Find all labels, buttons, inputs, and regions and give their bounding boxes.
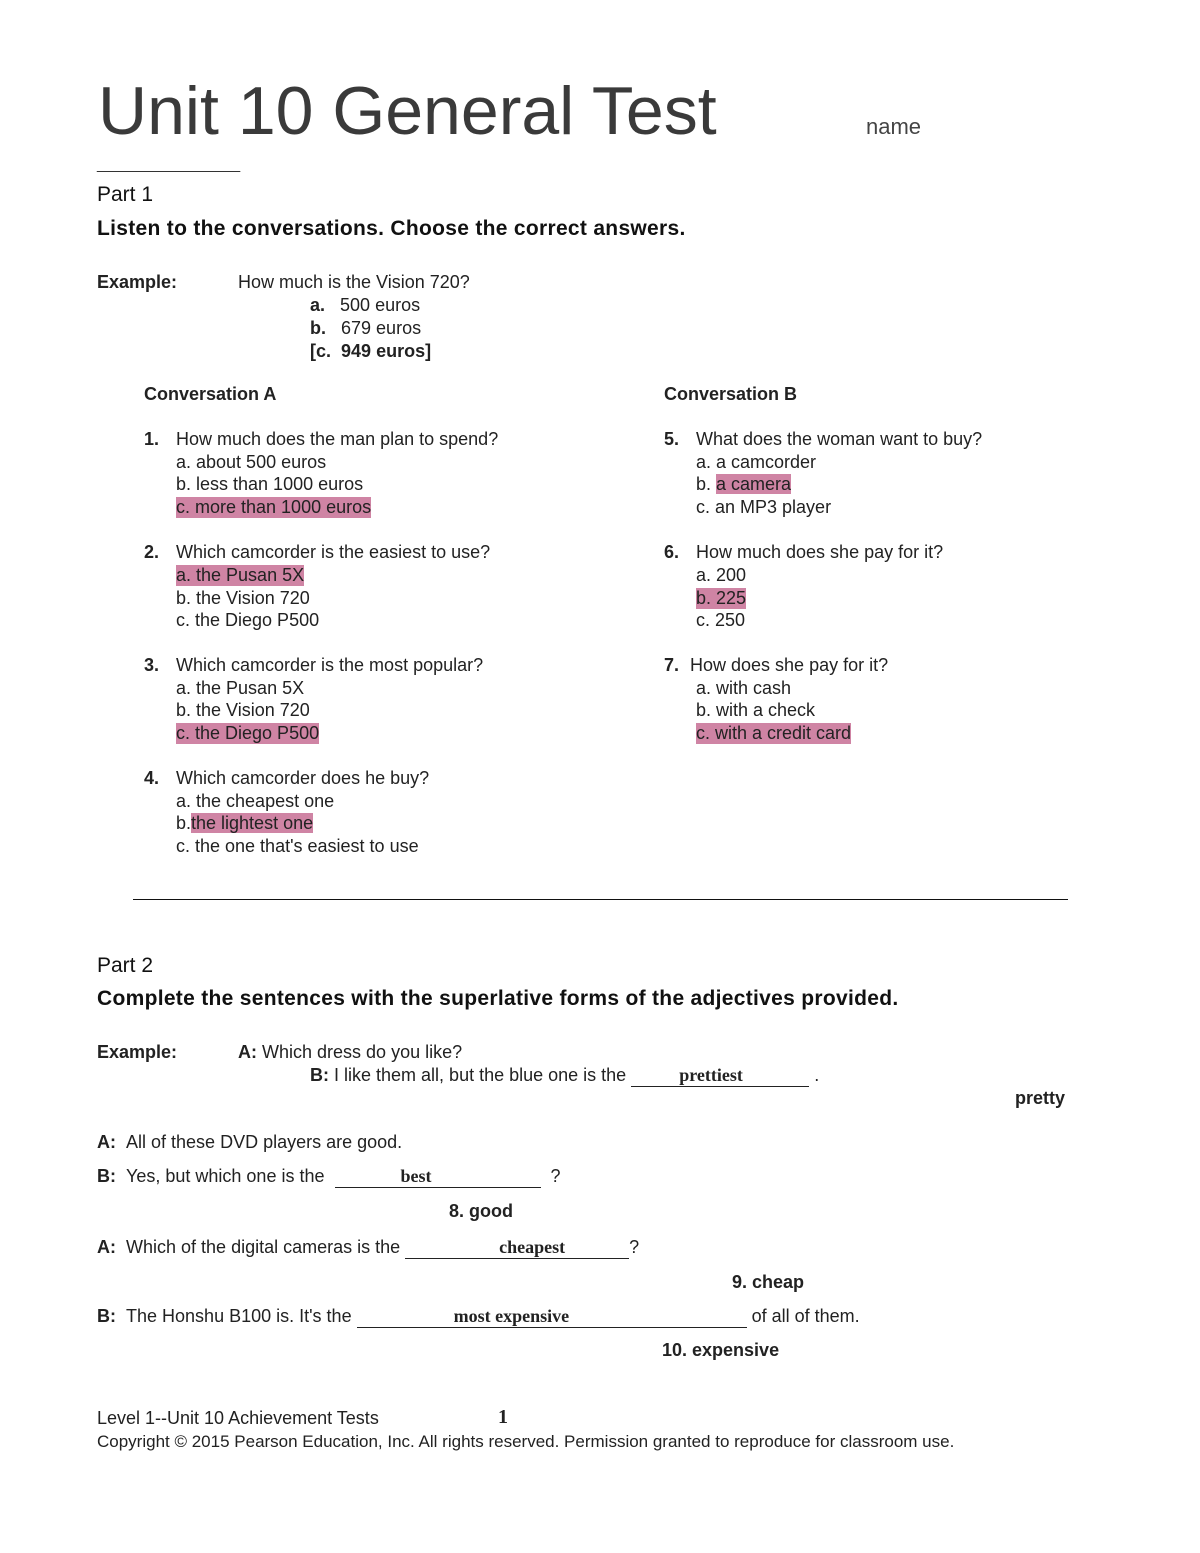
option: a. the Pusan 5X <box>176 678 305 698</box>
option: a. a camcorder <box>696 452 817 472</box>
part1-example-question: How much is the Vision 720? <box>238 272 470 292</box>
part1-example-label: Example: <box>97 272 178 292</box>
option: b. the Vision 720 <box>176 700 310 720</box>
option: b. a camera <box>696 474 792 494</box>
footer-level: Level 1--Unit 10 Achievement Tests <box>97 1408 379 1428</box>
part2-heading: Part 2 <box>97 954 154 977</box>
answer-text: best <box>400 1166 432 1186</box>
part2-example-label: Example: <box>97 1042 178 1062</box>
option: c. 250 <box>696 610 746 630</box>
highlighted-answer: the lightest one <box>191 813 314 833</box>
option: c. the one that's easiest to use <box>176 836 419 856</box>
conversation-a-heading: Conversation A <box>144 384 277 404</box>
section-divider <box>133 899 1068 900</box>
part1-heading: Part 1 <box>97 183 154 206</box>
name-label: name <box>866 114 922 139</box>
conversation-b-heading: Conversation B <box>664 384 798 404</box>
part1-instruction: Listen to the conversations. Choose the correct answers. <box>97 217 686 240</box>
highlighted-answer: b. 225 <box>696 588 747 608</box>
page-title: Unit 10 General Test <box>98 73 717 149</box>
question-text: Which camcorder is the easiest to use? <box>176 542 491 562</box>
example-option-b: b. 679 euros <box>310 318 422 338</box>
highlighted-answer: a camera <box>716 474 792 494</box>
question-number: 2. <box>144 542 160 562</box>
question-text: Which camcorder is the most popular? <box>176 655 484 675</box>
option: c. the Diego P500 <box>176 610 320 630</box>
example-option-a: a. 500 euros <box>310 295 421 315</box>
highlighted-answer: c. more than 1000 euros <box>176 497 372 517</box>
question-number: 3. <box>144 655 160 675</box>
option: b. with a check <box>696 700 816 720</box>
answer-text: most expensive <box>453 1306 570 1326</box>
part2-example-a: A: Which dress do you like? <box>238 1042 463 1062</box>
highlighted-answer: c. with a credit card <box>696 723 852 743</box>
highlighted-answer: c. the Diego P500 <box>176 723 320 743</box>
question-text: What does the woman want to buy? <box>696 429 983 449</box>
option: a. with cash <box>696 678 792 698</box>
question-text: Which camcorder does he buy? <box>176 768 430 788</box>
option: b.the lightest one <box>176 813 314 833</box>
option: c. an MP3 player <box>696 497 832 517</box>
adjective-cue: pretty <box>1015 1088 1066 1108</box>
dialogue-line: A: All of these DVD players are good. <box>97 1132 403 1152</box>
option: a. the cheapest one <box>176 791 335 811</box>
name-line: __________________ <box>97 156 240 173</box>
dialogue-line: B: Yes, but which one is the best ? <box>97 1166 561 1186</box>
question-text: How much does she pay for it? <box>696 542 944 562</box>
part2-example-b: B: I like them all, but the blue one is the prettiest . <box>310 1065 820 1085</box>
adjective-cue: 10. expensive <box>662 1340 780 1360</box>
answer-text: prettiest <box>679 1065 743 1085</box>
question-number: 1. <box>144 429 160 449</box>
option: b. less than 1000 euros <box>176 474 364 494</box>
example-option-c: [c. 949 euros] <box>310 341 432 361</box>
question-number: 7. <box>664 655 680 675</box>
option: a. 200 <box>696 565 747 585</box>
dialogue-line: B: The Honshu B100 is. It's the most expensive of all of them. <box>97 1306 860 1326</box>
option: b. the Vision 720 <box>176 588 310 608</box>
question-text: How much does the man plan to spend? <box>176 429 499 449</box>
answer-text: cheapest <box>499 1237 566 1257</box>
adjective-cue: 8. good <box>449 1201 513 1221</box>
highlighted-answer: a. the Pusan 5X <box>176 565 305 585</box>
question-number: 4. <box>144 768 160 788</box>
question-number: 5. <box>664 429 680 449</box>
question-number: 6. <box>664 542 680 562</box>
footer-copyright: Copyright © 2015 Pearson Education, Inc. All rights reserved. Permission granted to reproduce for classroom use. <box>97 1432 955 1451</box>
dialogue-line: A: Which of the digital cameras is the cheapest ? <box>97 1237 640 1257</box>
adjective-cue: 9. cheap <box>732 1272 805 1292</box>
page-number: 1 <box>498 1406 508 1428</box>
question-text: How does she pay for it? <box>690 655 889 675</box>
option: a. about 500 euros <box>176 452 327 472</box>
part2-instruction: Complete the sentences with the superlative forms of the adjectives provided. <box>97 987 899 1010</box>
